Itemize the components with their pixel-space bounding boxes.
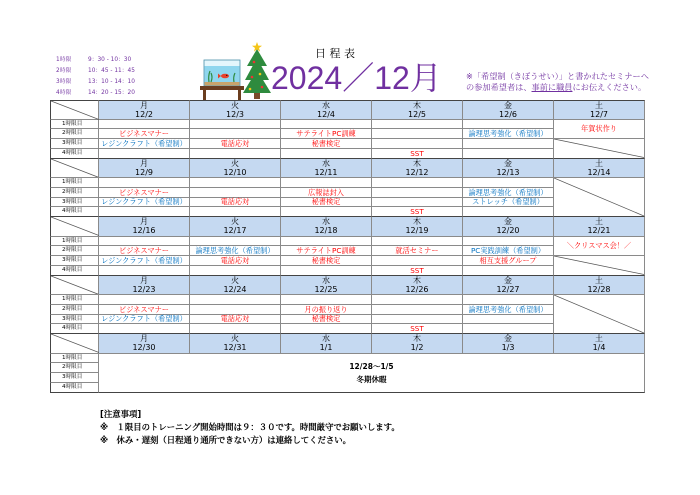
empty-cell (190, 305, 281, 315)
day-header-cell (463, 334, 554, 354)
empty-cell (99, 266, 190, 276)
date-label: 12/12 (405, 167, 429, 177)
date-label: 1/2 (410, 343, 424, 353)
session-text: SST (410, 324, 424, 334)
day-header-cell (281, 334, 372, 354)
day-header-cell (190, 334, 281, 354)
notice-line-2 (466, 82, 649, 93)
day-header-cell (463, 276, 554, 296)
weekday-label: 金 (504, 275, 512, 285)
weekday-label: 土 (595, 101, 603, 110)
session-cell (99, 139, 190, 149)
empty-cell (281, 266, 372, 276)
no-class-cell (554, 139, 645, 159)
empty-cell (372, 129, 463, 139)
weekday-label: 土 (595, 334, 603, 343)
no-class-cell (554, 256, 645, 276)
weekday-label: 月 (140, 334, 148, 343)
empty-cell (281, 295, 372, 305)
period-label-cell (50, 315, 99, 325)
optional-seminar-notice (466, 71, 649, 93)
empty-cell (372, 237, 463, 247)
session-text: 月の振り返り (304, 304, 348, 314)
date-label: 12/16 (132, 226, 156, 236)
period-label-cell (50, 129, 99, 139)
legend-row (56, 55, 135, 66)
weekday-label: 金 (504, 334, 512, 343)
session-cell (372, 266, 463, 276)
date-label: 12/31 (223, 343, 247, 353)
corner-diagonal-line (51, 159, 99, 178)
session-text: ストレッチ（希望制） (472, 197, 544, 207)
week-header-corner (50, 100, 99, 120)
weekday-label: 火 (231, 334, 239, 343)
date-label: 12/14 (587, 167, 611, 177)
no-class-diagonal-line (554, 256, 644, 275)
day-header-cell (190, 159, 281, 179)
session-cell (190, 315, 281, 325)
period-label-cell (50, 324, 99, 334)
session-text: 相互支援グループ (479, 255, 537, 265)
empty-cell (99, 207, 190, 217)
weekday-label: 火 (231, 217, 239, 226)
weekday-label: 月 (140, 101, 148, 110)
period-label-cell (50, 373, 99, 383)
session-cell (99, 129, 190, 139)
week-header-corner (50, 334, 99, 354)
weekday-label: 水 (322, 275, 330, 285)
session-cell (463, 129, 554, 139)
session-cell (190, 256, 281, 266)
empty-cell (99, 149, 190, 159)
weekday-label: 木 (413, 334, 421, 343)
empty-cell (99, 178, 190, 188)
weekday-label: 木 (413, 217, 421, 226)
period-label-cell (50, 383, 99, 393)
week-header-corner (50, 276, 99, 296)
year-month-heading: 2024／12月 (271, 60, 442, 96)
weekday-label: 金 (504, 217, 512, 226)
no-class-cell (554, 295, 645, 334)
date-label: 1/3 (501, 343, 515, 353)
session-text: 年賀状作り (581, 124, 617, 134)
period-label-cell (50, 363, 99, 373)
period-label: 1時限目 (62, 296, 83, 302)
session-text: 秘書検定 (311, 314, 341, 324)
day-header-cell (99, 276, 190, 296)
page-title: 日 程 表 (315, 47, 355, 60)
weekday-label: 金 (504, 101, 512, 110)
no-class-diagonal-line (554, 139, 644, 158)
date-label: 1/1 (319, 343, 333, 353)
session-text: サテライトPC訓練 (296, 246, 356, 256)
period-label-cell (50, 120, 99, 130)
period-label-cell (50, 178, 99, 188)
session-text: レジンクラフト（希望制） (101, 314, 187, 324)
corner-diagonal-line (51, 101, 99, 120)
session-text: ビジネスマナー (119, 304, 169, 314)
date-label: 12/13 (496, 167, 520, 177)
period-label: 1時限目 (62, 237, 83, 244)
empty-cell (190, 237, 281, 247)
period-label: 4時限目 (62, 383, 83, 390)
session-cell (281, 188, 372, 198)
date-label: 12/4 (317, 110, 335, 120)
note-line: ※ 休み・遅刻（日程通り通所できない方）は連絡してください。 (100, 435, 352, 445)
session-text: 論理思考強化（希望制） (468, 304, 548, 314)
period-label: 3時限目 (62, 374, 83, 380)
period-label: 4時限目 (62, 266, 83, 273)
session-cell (99, 305, 190, 315)
session-text: レジンクラフト（希望制） (101, 255, 187, 265)
session-cell (99, 188, 190, 198)
period-label-cell (50, 354, 99, 364)
notice-underlined-text: 事前に職員 (531, 82, 573, 92)
legend-period-label: 4時限 (56, 90, 72, 96)
period-label: 1時限目 (62, 179, 83, 185)
date-label: 12/21 (587, 226, 611, 236)
session-cell (190, 198, 281, 208)
session-text: 電話応対 (220, 138, 250, 148)
session-cell (99, 315, 190, 325)
day-header-cell (372, 159, 463, 179)
empty-cell (99, 324, 190, 334)
session-cell (99, 246, 190, 256)
day-header-cell (554, 159, 645, 179)
empty-cell (190, 120, 281, 130)
session-cell (190, 139, 281, 149)
date-label: 12/24 (223, 284, 247, 294)
period-label-cell (50, 237, 99, 247)
holiday-range: 12/28〜1/5 (349, 361, 394, 371)
session-text: 電話応対 (220, 255, 250, 265)
empty-cell (281, 178, 372, 188)
session-text: ビジネスマナー (119, 129, 169, 139)
empty-cell (463, 237, 554, 247)
legend-row (56, 88, 135, 99)
empty-cell (463, 295, 554, 305)
date-label: 12/28 (587, 284, 611, 294)
day-header-cell (99, 217, 190, 237)
empty-cell (190, 295, 281, 305)
session-cell (99, 256, 190, 266)
day-header-cell (281, 276, 372, 296)
corner-diagonal-line (51, 334, 99, 353)
day-header-cell (190, 100, 281, 120)
empty-cell (463, 120, 554, 130)
day-header-cell (190, 217, 281, 237)
empty-cell (463, 266, 554, 276)
weekday-label: 火 (231, 158, 239, 168)
empty-cell (190, 188, 281, 198)
weekday-label: 土 (595, 158, 603, 168)
date-label: 12/6 (499, 110, 517, 120)
empty-cell (372, 305, 463, 315)
day-header-cell (372, 100, 463, 120)
empty-cell (372, 295, 463, 305)
day-header-cell (463, 217, 554, 237)
session-text: 論理思考強化（希望制） (195, 246, 275, 256)
legend-row (56, 77, 135, 88)
period-label: 2時限目 (62, 364, 83, 371)
day-header-cell (554, 100, 645, 120)
date-label: 12/10 (223, 167, 247, 177)
legend-period-label: 1時限 (56, 57, 72, 63)
session-cell (463, 305, 554, 315)
empty-cell (190, 266, 281, 276)
date-label: 12/7 (590, 110, 608, 120)
date-label: 12/23 (132, 284, 156, 294)
day-header-cell (463, 159, 554, 179)
legend-period-time: 13：10 - 14：10 (88, 79, 135, 85)
empty-cell (372, 178, 463, 188)
session-text: SST (410, 148, 424, 158)
weekday-label: 水 (322, 158, 330, 168)
day-header-cell (372, 334, 463, 354)
period-label: 2時限目 (62, 305, 83, 312)
date-label: 12/30 (132, 343, 156, 353)
day-header-cell (281, 159, 372, 179)
session-text: ビジネスマナー (119, 246, 169, 256)
legend-period-time: 10：45 - 11：45 (88, 68, 135, 74)
weekday-label: 土 (595, 275, 603, 285)
weekday-label: 月 (140, 158, 148, 168)
notice-line-1: ※「希望制（きぼうせい）」と書かれたセミナーへ (466, 71, 649, 81)
period-label-cell (50, 256, 99, 266)
session-text: ビジネスマナー (119, 187, 169, 197)
holiday-label: 冬期休暇 (356, 374, 387, 384)
period-label: 2時限目 (62, 247, 83, 254)
period-label: 4時限目 (62, 325, 83, 332)
date-label: 12/11 (314, 167, 338, 177)
period-label: 2時限目 (62, 130, 83, 137)
date-label: 12/26 (405, 284, 429, 294)
period-label: 2時限目 (62, 188, 83, 195)
session-text: ＼クリスマス会！／ (566, 241, 632, 251)
session-cell (372, 149, 463, 159)
period-label-cell (50, 266, 99, 276)
period-label-cell (50, 188, 99, 198)
empty-cell (372, 120, 463, 130)
day-header-cell (372, 276, 463, 296)
empty-cell (281, 324, 372, 334)
empty-cell (463, 324, 554, 334)
session-cell (281, 139, 372, 149)
empty-cell (190, 324, 281, 334)
day-header-cell (99, 334, 190, 354)
holiday-cell (99, 354, 645, 393)
session-cell (372, 324, 463, 334)
day-header-cell (190, 276, 281, 296)
date-label: 12/17 (223, 226, 247, 236)
weekday-label: 木 (413, 101, 421, 110)
day-header-cell (554, 334, 645, 354)
session-cell (281, 129, 372, 139)
date-label: 12/3 (226, 110, 244, 120)
no-class-cell (554, 178, 645, 217)
no-class-diagonal-line (554, 178, 644, 216)
date-label: 12/9 (135, 167, 153, 177)
empty-cell (372, 256, 463, 266)
christmas-tree-icon (243, 42, 271, 99)
empty-cell (190, 178, 281, 188)
day-header-cell (99, 100, 190, 120)
corner-diagonal-line (51, 217, 99, 236)
week-header-corner (50, 159, 99, 179)
empty-cell (281, 237, 372, 247)
period-label-cell (50, 198, 99, 208)
period-label-cell (50, 207, 99, 217)
empty-cell (463, 178, 554, 188)
week-header-corner (50, 217, 99, 237)
session-cell (463, 198, 554, 208)
empty-cell (463, 207, 554, 217)
period-label-cell (50, 139, 99, 149)
no-class-diagonal-line (554, 295, 644, 333)
session-cell (190, 246, 281, 256)
weekday-label: 火 (231, 275, 239, 285)
session-text: レジンクラフト（希望制） (101, 138, 187, 148)
session-cell (281, 256, 372, 266)
day-header-cell (281, 217, 372, 237)
session-text: 電話応対 (220, 314, 250, 324)
session-cell (463, 246, 554, 256)
session-text: レジンクラフト（希望制） (101, 197, 187, 207)
period-label-cell (50, 149, 99, 159)
empty-cell (463, 315, 554, 325)
session-cell (281, 246, 372, 256)
date-label: 12/25 (314, 284, 338, 294)
period-label-cell (50, 305, 99, 315)
empty-cell (372, 188, 463, 198)
day-header-cell (554, 276, 645, 296)
session-cell (463, 256, 554, 266)
session-text: 広報誌封入 (308, 187, 344, 197)
weekday-label: 木 (413, 158, 421, 168)
empty-cell (463, 149, 554, 159)
day-header-cell (372, 217, 463, 237)
empty-cell (281, 207, 372, 217)
period-label: 3時限目 (62, 315, 83, 322)
legend-period-time: 14：20 - 15：20 (88, 90, 135, 96)
date-label: 12/5 (408, 110, 426, 120)
session-text: PC実践訓練（希望制） (470, 246, 546, 256)
period-label: 4時限目 (62, 149, 83, 156)
empty-cell (99, 295, 190, 305)
weekday-label: 月 (140, 275, 148, 285)
session-cell (554, 237, 645, 257)
notes-heading: [注意事項] (100, 409, 142, 419)
weekday-label: 水 (322, 334, 330, 343)
legend-period-time: 9：30 - 10：30 (88, 57, 132, 63)
session-cell (281, 198, 372, 208)
session-text: 秘書検定 (311, 255, 341, 265)
schedule-table (50, 100, 645, 393)
legend-period-label: 3時限 (56, 79, 72, 85)
period-label: 4時限目 (62, 208, 83, 215)
legend-row (56, 66, 135, 77)
legend-period-label: 2時限 (56, 68, 72, 74)
session-cell (372, 246, 463, 256)
corner-diagonal-line (51, 276, 99, 295)
weekday-label: 月 (140, 217, 148, 226)
session-cell (463, 188, 554, 198)
session-cell (372, 207, 463, 217)
weekday-label: 土 (595, 217, 603, 226)
day-header-cell (281, 100, 372, 120)
empty-cell (99, 237, 190, 247)
date-label: 12/18 (314, 226, 338, 236)
date-label: 12/20 (496, 226, 520, 236)
empty-cell (372, 139, 463, 149)
session-text: サテライトPC訓練 (296, 129, 356, 139)
period-time-legend (56, 55, 135, 99)
session-text: SST (410, 265, 424, 275)
session-text: SST (410, 207, 424, 217)
notes-section (100, 408, 400, 447)
session-cell (281, 315, 372, 325)
weekday-label: 水 (322, 217, 330, 226)
session-cell (281, 305, 372, 315)
period-label: 3時限目 (62, 140, 83, 146)
date-label: 12/19 (405, 226, 429, 236)
session-text: 電話応対 (220, 197, 250, 207)
notice-text: の参加希望者は、 (466, 82, 532, 92)
empty-cell (281, 149, 372, 159)
empty-cell (281, 120, 372, 130)
aquarium-icon (200, 60, 244, 100)
illustration (196, 40, 276, 102)
empty-cell (372, 198, 463, 208)
weekday-label: 金 (504, 158, 512, 168)
period-label-cell (50, 295, 99, 305)
empty-cell (463, 139, 554, 149)
session-cell (554, 120, 645, 140)
day-header-cell (554, 217, 645, 237)
day-header-cell (463, 100, 554, 120)
weekday-label: 火 (231, 101, 239, 110)
day-header-cell (99, 159, 190, 179)
date-label: 12/27 (496, 284, 520, 294)
session-text: 秘書検定 (311, 138, 341, 148)
period-label: 3時限目 (62, 257, 83, 263)
note-line: ※ １限目のトレーニング開始時間は９：３０です。時間厳守でお願いします。 (100, 422, 400, 432)
session-text: 就活セミナー (395, 246, 439, 256)
empty-cell (190, 207, 281, 217)
period-label: 1時限目 (62, 354, 83, 361)
date-label: 1/4 (592, 343, 606, 353)
empty-cell (372, 315, 463, 325)
period-label: 1時限目 (62, 120, 83, 127)
weekday-label: 木 (413, 275, 421, 285)
empty-cell (190, 149, 281, 159)
session-text: 論理思考強化（希望制） (468, 129, 548, 139)
session-text: 秘書検定 (311, 197, 341, 207)
period-label: 3時限目 (62, 198, 83, 205)
session-cell (99, 198, 190, 208)
notice-text: にお伝えください。 (572, 82, 647, 92)
empty-cell (190, 129, 281, 139)
weekday-label: 水 (322, 101, 330, 110)
period-label-cell (50, 246, 99, 256)
empty-cell (99, 120, 190, 130)
date-label: 12/2 (135, 110, 153, 120)
session-text: 論理思考強化（希望制） (468, 187, 548, 197)
